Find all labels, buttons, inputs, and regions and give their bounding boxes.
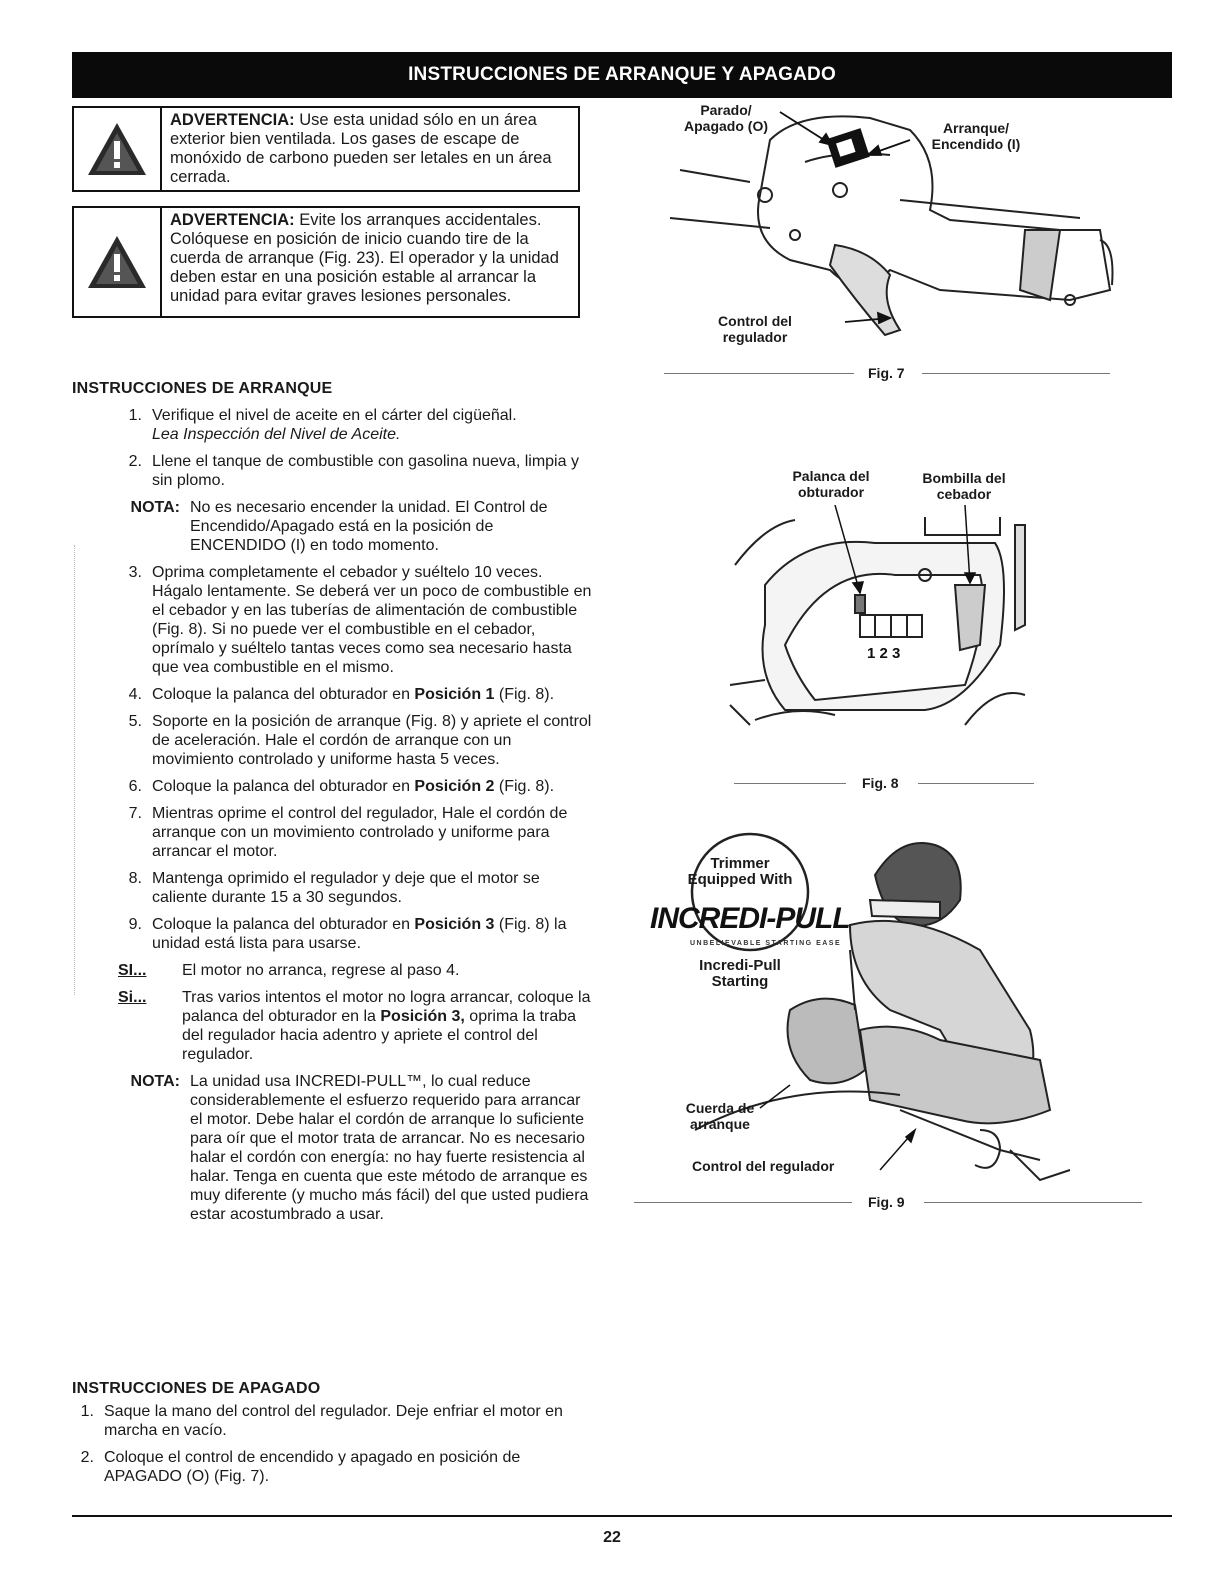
list-item: 7. Mientras oprime el control del regulador, Hale el cordón de arranque con un movimiento controlado y uniforme para arrancar el motor. bbox=[128, 805, 568, 860]
label-on-position: Arranque/ bbox=[942, 120, 1010, 136]
caption-rule bbox=[924, 1202, 1142, 1203]
condition-item: SI... El motor no arranca, regrese al paso 4. bbox=[118, 962, 460, 979]
warning-box-ventilation bbox=[72, 106, 580, 192]
caption-rule bbox=[634, 1202, 852, 1203]
caption-rule bbox=[918, 783, 1034, 784]
warning-label: ADVERTENCIA: bbox=[170, 211, 295, 229]
label-starter-cord: Cuerda de bbox=[685, 1100, 755, 1116]
figure-9-caption: Fig. 9 bbox=[868, 1194, 905, 1210]
page-banner-title: INSTRUCCIONES DE ARRANQUE Y APAGADO bbox=[72, 52, 1172, 98]
stop-instructions-list bbox=[72, 1402, 582, 1494]
warning-box-accidental-start bbox=[72, 206, 580, 318]
caption-rule bbox=[922, 373, 1110, 374]
list-item: 8. Mantenga oprimido el regulador y deje que el motor se caliente durante 15 a 30 segundos. bbox=[128, 870, 540, 906]
engine-illustration bbox=[725, 505, 1045, 745]
label-off-position: Parado/ bbox=[700, 102, 752, 118]
page-number: 22 bbox=[603, 1529, 621, 1546]
list-item: 1. Saque la mano del control del regulador. Deje enfriar el motor en marcha en vacío. bbox=[80, 1403, 563, 1439]
badge-bottom-line-1: Incredi-Pull bbox=[699, 957, 781, 974]
note-item: NOTA: No es necesario encender la unidad. El Control de Encendido/Apagado está en la posición de ENCENDIDO (I) en todo momento. bbox=[130, 499, 548, 554]
warning-text: Evite los arranques accidentales. Colóquese en posición de inicio cuando tire de la cuerda de arranque (Fig. 23). El operador y la unidad deben estar en una posición estable al arrancar la unidad para evitar graves lesiones personales. bbox=[170, 211, 559, 305]
choke-positions-label: 1 2 3 bbox=[867, 645, 901, 662]
list-item: 9. Coloque la palanca del obturador en Posición 3 (Fig. 8) la unidad está lista para usarse. bbox=[128, 916, 567, 952]
list-item: 1. Verifique el nivel de aceite en el cárter del cigüeñal. Lea Inspección del Nivel de Aceite. bbox=[128, 407, 517, 443]
badge-top-line-1: Trimmer bbox=[710, 855, 770, 872]
label-throttle-control: Control del bbox=[718, 313, 792, 329]
figure-7-caption: Fig. 7 bbox=[868, 365, 905, 381]
warning-label: ADVERTENCIA: bbox=[170, 111, 295, 129]
list-item: 4. Coloque la palanca del obturador en Posición 1 (Fig. 8). bbox=[128, 686, 555, 703]
caption-rule bbox=[664, 373, 854, 374]
incredi-pull-tagline: UNBELIEVABLE STARTING EASE bbox=[690, 940, 842, 947]
start-instructions-list bbox=[72, 406, 592, 1232]
list-item: 5. Soporte en la posición de arranque (Fig. 8) y apriete el control de aceleración. Hale el cordón de arranque con un movimiento controlado y uniforme hasta 5 veces. bbox=[128, 713, 592, 768]
label-throttle-control-fig9: Control del regulador bbox=[692, 1158, 835, 1174]
caption-rule bbox=[734, 783, 846, 784]
stop-instructions-heading: INSTRUCCIONES DE APAGADO bbox=[72, 1380, 321, 1397]
footer-rule bbox=[72, 1515, 1172, 1517]
note-item: NOTA: La unidad usa INCREDI-PULL™, lo cual reduce considerablemente el esfuerzo requerido para arrancar el motor. Debe halar el cordón de arranque lo suficiente para oír que el motor trata de arrancar. No es necesario halar el cordón con energía: no hay fuerte resistencia al halar. Tenga en cuenta que este método de arranque es muy diferente (y mucho más fácil) del que usted pudiera estar acostumbrado a usar. bbox=[130, 1073, 589, 1223]
list-item: 6. Coloque la palanca del obturador en Posición 2 (Fig. 8). bbox=[128, 778, 555, 795]
figure-8-caption: Fig. 8 bbox=[862, 775, 899, 791]
start-instructions-heading: INSTRUCCIONES DE ARRANQUE bbox=[72, 380, 333, 397]
figure-8-choke-and-primer bbox=[725, 505, 1045, 745]
label-primer-bulb: Bombilla del bbox=[922, 470, 1006, 486]
condition-item: Si... Tras varios intentos el motor no logra arrancar, coloque la palanca del obturador en la Posición 3, oprima la traba del regulador hacia adentro y apriete el control del regulador. bbox=[118, 989, 591, 1063]
warning-triangle-icon bbox=[74, 208, 162, 316]
warning-triangle-icon bbox=[74, 108, 162, 190]
list-item: 2. Llene el tanque de combustible con gasolina nueva, limpia y sin plomo. bbox=[128, 453, 579, 489]
label-choke-lever: Palanca del bbox=[792, 468, 870, 484]
list-item: 3. Oprima completamente el cebador y suéltelo 10 veces. Hágalo lentamente. Se deberá ver un poco de combustible en el cebador y en las tuberías de alimentación de combustible (Fig. 8). Si no puede ver el combustible en el cebador, oprímalo y suéltelo tantas veces como sea necesario hasta que vea combustible en el mismo. bbox=[128, 564, 592, 676]
incredi-pull-logo: INCREDI-PULL bbox=[650, 902, 850, 935]
warning-text: Use esta unidad sólo en un área exterior bien ventilada. Los gases de escape de monóxido de carbono pueden ser letales en un área cerrada. bbox=[170, 111, 552, 186]
list-item: 2. Coloque el control de encendido y apagado en posición de APAGADO (O) (Fig. 7). bbox=[80, 1449, 521, 1485]
